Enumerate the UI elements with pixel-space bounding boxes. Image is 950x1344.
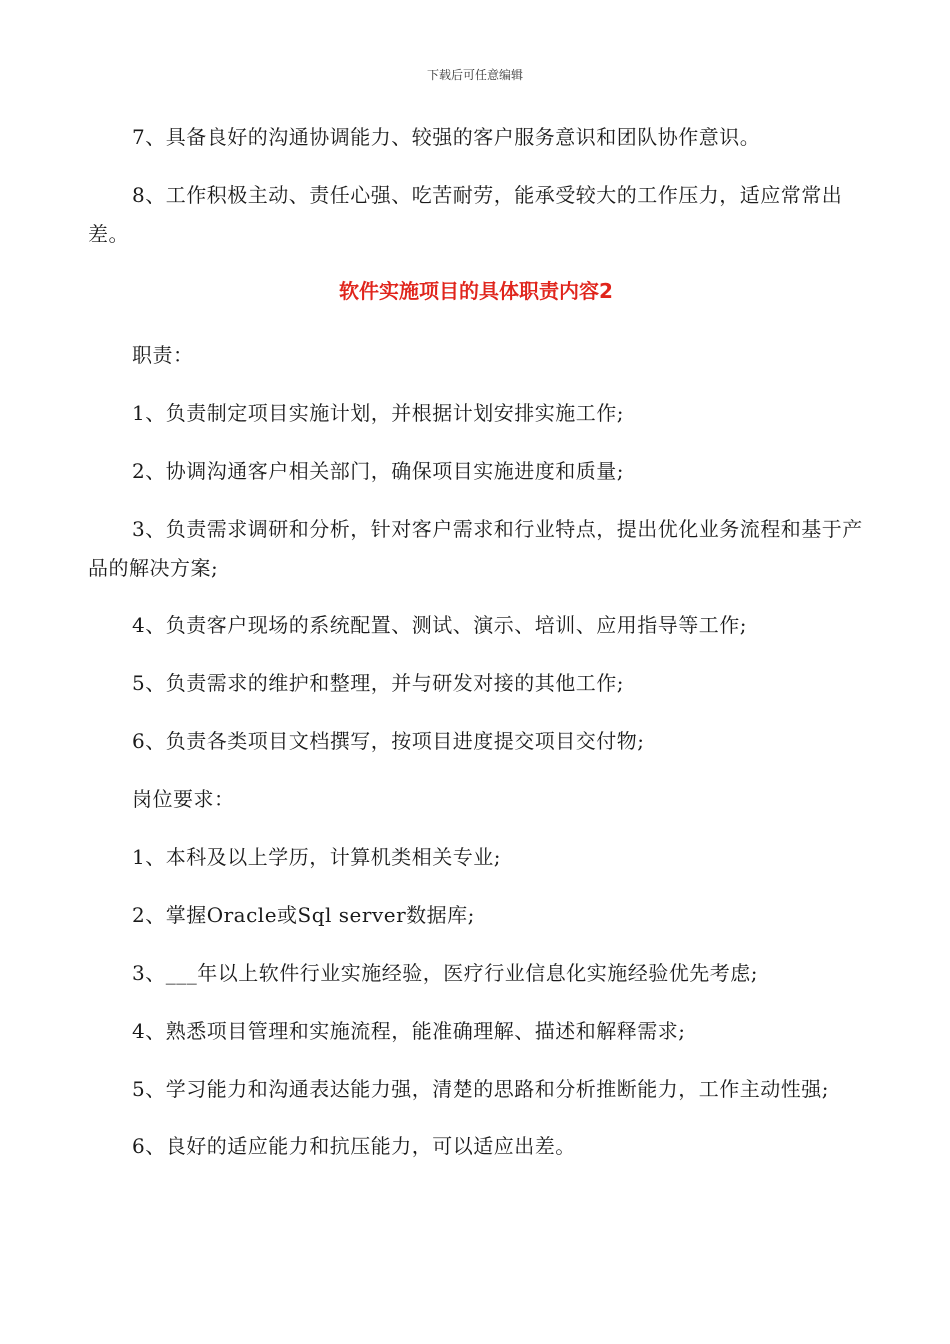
section-title: 软件实施项目的具体职责内容2	[339, 279, 613, 303]
page-header: 下载后可任意编辑	[426, 68, 523, 82]
list-item: 4、熟悉项目管理和实施流程，能准确理解、描述和解释需求;	[132, 1019, 686, 1043]
list-item: 1、负责制定项目实施计划，并根据计划安排实施工作;	[132, 401, 624, 425]
list-item: 5、负责需求的维护和整理，并与研发对接的其他工作;	[132, 671, 624, 695]
document-body	[88, 118, 864, 1185]
list-item: 6、良好的适应能力和抗压能力，可以适应出差。	[132, 1134, 576, 1158]
list-item: 6、负责各类项目文档撰写，按项目进度提交项目交付物;	[132, 729, 645, 753]
list-item: 5、学习能力和沟通表达能力强，清楚的思路和分析推断能力，工作主动性强;	[132, 1077, 829, 1101]
duties-label: 职责：	[132, 343, 194, 367]
list-item: 1、本科及以上学历，计算机类相关专业;	[132, 845, 501, 869]
list-item: 2、协调沟通客户相关部门，确保项目实施进度和质量;	[132, 459, 624, 483]
list-item: 8、工作积极主动、责任心强、吃苦耐劳，能承受较大的工作压力，适应常常出差。	[88, 183, 843, 246]
list-item: 7、具备良好的沟通协调能力、较强的客户服务意识和团队协作意识。	[132, 125, 761, 149]
requirements-label: 岗位要求：	[132, 787, 235, 811]
list-item: 4、负责客户现场的系统配置、测试、演示、培训、应用指导等工作;	[132, 613, 747, 637]
list-item: 2、掌握Oracle或Sql server数据库;	[132, 903, 475, 927]
list-item: 3、负责需求调研和分析，针对客户需求和行业特点，提出优化业务流程和基于产品的解决方案;	[88, 517, 863, 580]
list-item: 3、___年以上软件行业实施经验，医疗行业信息化实施经验优先考虑;	[132, 961, 758, 985]
